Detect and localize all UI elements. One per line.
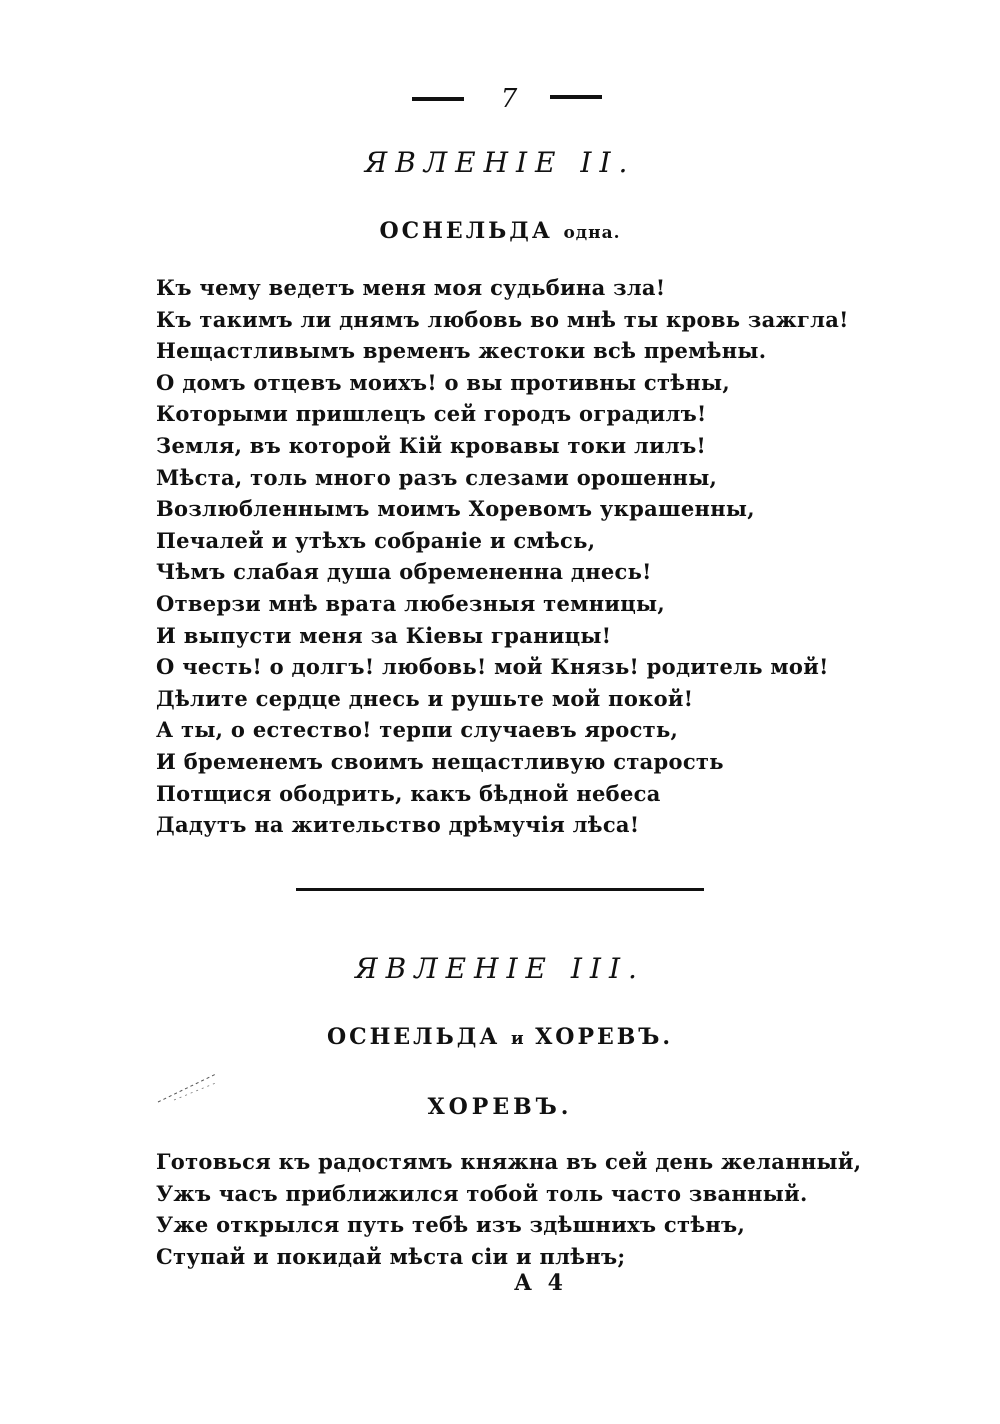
verse-line: Земля, въ которой Кій кровавы токи лилъ! (156, 432, 707, 458)
verse-line: О домъ отцевъ моихъ! о вы противны стѣны, (156, 369, 730, 395)
verse-line: Къ чему ведетъ меня моя судьбина зла! (156, 275, 666, 300)
verse-line: Ступай и покидай мѣста сіи и плѣнъ; (156, 1243, 626, 1269)
verse-line: Чѣмъ слабая душа обремененна днесь! (156, 559, 652, 585)
verse-line: Мѣста, толь много разъ слезами орошенны, (156, 464, 718, 490)
verse-line: Готовься къ радостямъ княжна въ сей день желанный, (156, 1149, 862, 1174)
scene-3-verse (156, 1146, 876, 1272)
scene-2-verse (156, 272, 876, 841)
verse-line: И бременемъ своимъ нещастливую старость (156, 748, 724, 774)
scene-3-cast-a: ОСНЕЛЬДА (326, 1024, 501, 1050)
page-number: 7 (500, 84, 518, 114)
scene-3-cast (0, 1024, 1000, 1050)
scene-3-title: ЯВЛЕНІЕ III. (355, 952, 645, 985)
verse-line: Дадутъ на жительство дрѣмучія лѣса! (156, 812, 640, 838)
scene-divider (296, 888, 704, 891)
scene-3-cast-and: и (510, 1029, 525, 1049)
header-rule-left (412, 97, 464, 101)
verse-line: И выпусти меня за Кіевы границы! (156, 622, 612, 648)
verse-line: Возлюбленнымъ моимъ Хоревомъ украшенны, (156, 496, 755, 522)
verse-line: Потщися ободрить, какъ бѣдной небеса (156, 780, 661, 806)
scene-3-cast-b: ХОРЕВЪ. (535, 1024, 674, 1050)
verse-line: О честь! о долгъ! любовь! мой Князь! родитель мой! (156, 654, 829, 680)
verse-line: Нещастливымъ временъ жестоки всѣ премѣны. (156, 338, 767, 364)
verse-line: Дѣлите сердце днесь и рушьте мой покой! (156, 685, 694, 711)
verse-line: Отверзи мнѣ врата любезныя темницы, (156, 590, 666, 616)
page-header (0, 84, 1000, 114)
verse-line: А ты, о естество! терпи случаевъ ярость, (156, 717, 679, 743)
verse-line: Къ такимъ ли днямъ любовь во мнѣ ты кровь зажгла! (156, 306, 849, 332)
verse-line: Уже открылся путь тебѣ изъ здѣшнихъ стѣнъ, (156, 1212, 746, 1238)
verse-line: Ужъ часъ приближился тобой толь часто званный. (156, 1180, 808, 1206)
speaker-name: ХОРЕВЪ. (427, 1094, 573, 1120)
verse-line: Которыми пришлецъ сей городъ оградилъ! (156, 401, 707, 427)
scene-2-cast-note: одна. (563, 223, 621, 243)
scene-2-cast (0, 218, 1000, 244)
scene-2-cast-name: ОСНЕЛЬДА (379, 218, 553, 244)
scene-2-title: ЯВЛЕНІЕ II. (364, 146, 636, 179)
verse-line: Печалей и утѣхъ собраніе и смѣсь, (156, 527, 596, 553)
printer-signature: А 4 (514, 1270, 567, 1296)
header-rule-right (550, 95, 602, 99)
